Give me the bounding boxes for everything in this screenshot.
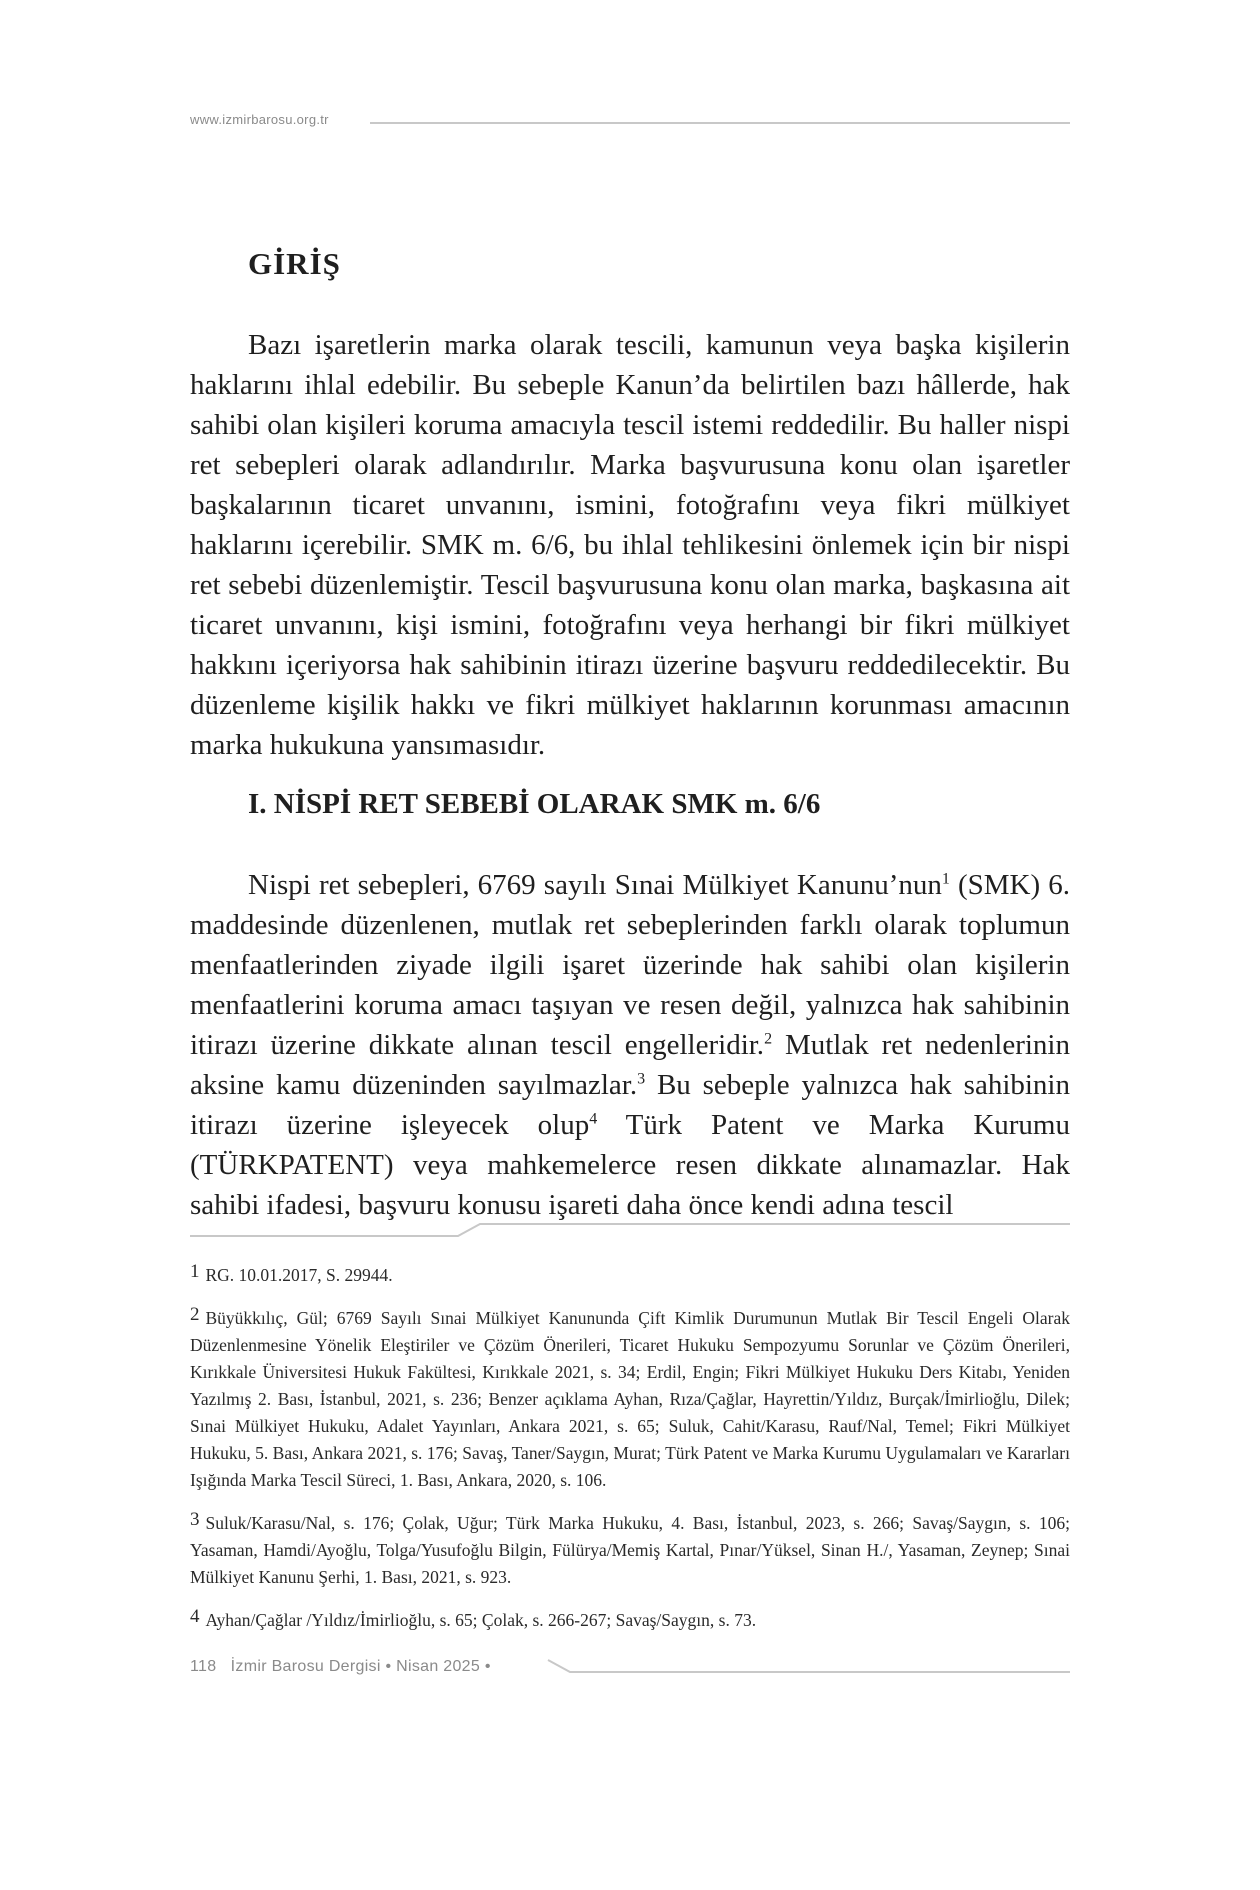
footnote-ref-2[interactable]: 2: [764, 1030, 773, 1048]
footnote-3: [190, 1510, 1070, 1591]
footnote-ref-3[interactable]: 3: [637, 1070, 646, 1088]
footnote-number: 3: [190, 1509, 200, 1530]
section1-text-part5: Türk Patent ve Marka Kurumu (TÜRKPATENT) veya mahkemelerce resen dikkate alınamazlar. Hak sahibi ifadesi, başvuru konusu işareti daha önce kendi adına tescil: [190, 1109, 1070, 1221]
footnote-number: 4: [190, 1606, 200, 1627]
footnote-text: Büyükkılıç, Gül; 6769 Sayılı Sınai Mülkiyet Kanununda Çift Kimlik Durumunun Mutlak Bir Tescil Engeli Olarak Düzenlenmesine Yönelik Eleştiriler ve Çözüm Önerileri, Ticaret Hukuku Sempozyumu Sorunlar ve Çözüm Önerileri, Kırıkkale Üniversitesi Hukuk Fakültesi, Kırıkkale 2021, s. 34; Erdil, Engin; Fikri Mülkiyet Hukuku Ders Kitabı, Yeniden Yazılmış 2. Bası, İstanbul, 2021, s. 236; Benzer açıklama Ayhan, Rıza/Çağlar, Hayrettin/Yıldız, Burçak/İmirlioğlu, Dilek; Sınai Mülkiyet Hukuku, Adalet Yayınları, Ankara 2021, s. 65; Suluk, Cahit/Karasu, Rauf/Nal, Temel; Fikri Mülkiyet Hukuku, 5. Bası, Ankara 2021, s. 176; Savaş, Taner/Saygın, Murat; Türk Patent ve Marka Kurumu Uygulamaları ve Kararları Işığında Marka Tescil Süreci, 1. Bası, Ankara, 2020, s. 106.: [190, 1308, 1070, 1490]
footnote-ref-1[interactable]: 1: [941, 870, 950, 888]
section-title-nispi-ret: I. NİSPİ RET SEBEBİ OLARAK SMK m. 6/6: [248, 788, 821, 820]
footnote-ref-4[interactable]: 4: [589, 1110, 598, 1128]
page-header: [190, 112, 1070, 132]
footnote-2: [190, 1305, 1070, 1494]
header-url[interactable]: www.izmirbarosu.org.tr: [190, 112, 329, 127]
footer-label: [190, 1658, 491, 1676]
footnote-number: 2: [190, 1304, 200, 1325]
footnote-text: Suluk/Karasu/Nal, s. 176; Çolak, Uğur; Türk Marka Hukuku, 4. Bası, İstanbul, 2023, s. 266; Savaş/Saygın, s. 106; Yasaman, Hamdi/Ayoğlu, Tolga/Yusufoğlu Bilgin, Fülürya/Memiş Kartal, Pınar/Yüksel, Sinan H./, Yasaman, Zeynep; Sınai Mülkiyet Kanunu Şerhi, 1. Bası, 2021, s. 923.: [190, 1513, 1070, 1587]
page-footer: [190, 1658, 1070, 1682]
footnote-number: 1: [190, 1261, 200, 1282]
footer-end-mark: •: [484, 1658, 491, 1675]
section1-paragraph: [190, 865, 1070, 1225]
footnotes: [190, 1262, 1070, 1650]
footnote-4: [190, 1607, 1070, 1634]
section1-text-part2: (SMK) 6. maddesinde düzenlenen, mutlak ret sebeplerinden farklı olarak toplumun menfaatlerinden ziyade ilgili işaret üzerinde hak sahibi olan kişilerin menfaatlerini koruma amacı taşıyan ve resen değil, yalnızca hak sahibinin itirazı üzerine dikkate alınan tescil engelleridir.: [190, 869, 1070, 1061]
giris-paragraph: Bazı işaretlerin marka olarak tescili, kamunun veya başka kişilerin haklarını ihlal edebilir. Bu sebeple Kanun’da belirtilen bazı hâllerde, hak sahibi olan kişileri koruma amacıyla tescil istemi reddedilir. Bu haller nispi ret sebepleri olarak adlandırılır. Marka başvurusuna konu olan işaretler başkalarının ticaret unvanını, ismini, fotoğrafını veya fikri mülkiyet haklarını içerebilir. SMK m. 6/6, bu ihlal tehlikesini önlemek için bir nispi ret sebebi düzenlemiştir. Tescil başvurusuna konu olan marka, başkasına ait ticaret unvanını, kişi ismini, fotoğrafını veya herhangi bir fikri mülkiyet hakkını içeriyorsa hak sahibinin itirazı üzerine başvuru reddedilecektir. Bu düzenleme kişilik hakkı ve fikri mülkiyet haklarının korunması amacının marka hukukuna yansımasıdır.: [190, 329, 1070, 761]
section1-text-part3: Mutlak ret nedenlerinin aksine kamu düzeninden sayılmazlar.: [190, 1029, 1070, 1101]
footer-separator: •: [385, 1658, 392, 1675]
footnote-text: Ayhan/Çağlar /Yıldız/İmirlioğlu, s. 65; Çolak, s. 266-267; Savaş/Saygın, s. 73.: [205, 1610, 757, 1630]
section1-text-part4: Bu sebeple yalnızca hak sahibinin itirazı üzerine işleyecek olup: [190, 1069, 1070, 1141]
journal-name: İzmir Barosu Dergisi: [230, 1658, 381, 1675]
issue-date: Nisan 2025: [396, 1658, 481, 1675]
section1-text-part1: Nispi ret sebepleri, 6769 sayılı Sınai Mülkiyet Kanunu’nun: [248, 869, 942, 901]
section-title-giris: GİRİŞ: [248, 246, 341, 281]
header-rule: [370, 122, 1070, 124]
footnote-text: RG. 10.01.2017, S. 29944.: [205, 1265, 393, 1285]
page-number: 118: [190, 1658, 217, 1675]
footnote-separator: [190, 1222, 1070, 1238]
footnote-1: [190, 1262, 1070, 1289]
